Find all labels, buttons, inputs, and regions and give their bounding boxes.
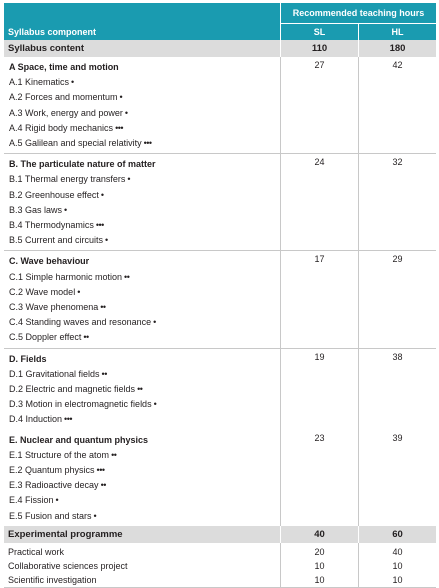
subtopic-label: A.2 Forces and momentum [9,92,118,103]
experimental-programme-hl: 60 [358,526,436,543]
level-dots: ••• [143,138,152,149]
level-dots: • [119,92,123,103]
subtopic-item [9,509,280,524]
experimental-item-hl: 40 [358,543,436,559]
syllabus-component-header: Syllabus component [4,23,280,40]
subtopic-label: A.4 Rigid body mechanics [9,122,114,133]
level-dots: • [124,107,128,118]
level-dots: • [153,399,157,410]
level-dots: • [77,286,80,297]
subtopic-item [9,315,280,330]
sl-header: SL [280,23,358,40]
experimental-programme-row [4,526,436,543]
subtopic-item [9,285,280,300]
syllabus-content-hl: 180 [358,40,436,57]
hl-header: HL [358,23,436,40]
level-dots: • [55,495,59,506]
subtopic-label: B.5 Current and circuits [9,235,104,246]
subtopic-label: C.1 Simple harmonic motion [9,271,123,282]
subtopic-item [9,493,280,508]
subtopic-label: A.5 Galilean and special relativity [9,138,142,149]
level-dots: • [64,204,67,215]
topic-hl-hours: 39 [358,430,436,526]
level-dots: •• [101,368,107,379]
subtopic-item [9,121,280,136]
subtopic-label: C.2 Wave model [9,286,76,297]
syllabus-content-sl: 110 [280,40,358,57]
subtopic-item [9,188,280,203]
topic-hl-hours: 29 [358,250,436,347]
topic-cell [4,153,280,250]
experimental-item-label: Practical work [8,546,65,557]
level-dots: • [100,189,104,200]
subtopic-item [9,448,280,463]
subtopic-label: E.4 Fission [9,495,54,506]
topic-cell [4,250,280,347]
experimental-item-label: Scientific investigation [4,573,280,588]
subtopic-item [9,172,280,187]
subtopic-label: B.3 Gas laws [9,204,63,215]
header-spacer [4,3,280,23]
topic-sl-hours: 17 [280,250,358,347]
level-dots: ••• [96,465,105,476]
level-dots: •• [111,449,117,460]
experimental-item-hl: 10 [358,559,436,573]
experimental-item-hl: 10 [358,573,436,588]
topic-row-b [4,153,436,250]
experimental-item-row [4,559,436,573]
subtopic-label: C.4 Standing waves and resonance [9,317,152,328]
topic-sl-hours: 23 [280,430,358,526]
level-dots: •• [100,302,106,313]
level-dots: ••• [115,122,124,133]
subtopic-item [9,412,280,427]
topic-title: D. Fields [9,353,47,364]
topic-cell [4,57,280,153]
level-dots: ••• [64,414,72,425]
topic-hl-hours: 42 [358,57,436,153]
header-row-top [4,3,436,23]
topic-title: E. Nuclear and quantum physics [9,434,149,445]
subtopic-item [9,136,280,151]
syllabus-hours-table [4,3,436,588]
subtopic-label: A.1 Kinematics [9,77,70,88]
header-row-bottom [4,23,436,40]
topic-title: B. The particulate nature of matter [9,159,156,170]
level-dots: •• [137,384,143,395]
subtopic-label: A.3 Work, energy and power [9,107,123,118]
topic-hl-hours: 32 [358,153,436,250]
level-dots: ••• [95,220,104,231]
experimental-item-label: Collaborative sciences project [8,560,128,571]
level-dots: • [105,235,108,246]
topic-row-e [4,430,436,526]
subtopic-label: C.5 Doppler effect [9,332,82,343]
subtopic-label: B.1 Thermal energy transfers [9,174,126,185]
subtopic-label: E.2 Quantum physics [9,465,95,476]
level-dots: •• [124,271,130,282]
subtopic-label: B.4 Thermodynamics [9,220,94,231]
subtopic-item [9,75,280,90]
syllabus-content-label: Syllabus content [4,40,280,57]
subtopic-label: D.2 Electric and magnetic fields [9,384,136,395]
recommended-hours-header: Recommended teaching hours [280,3,436,23]
subtopic-label: E.3 Radioactive decay [9,480,99,491]
experimental-item-row [4,543,436,559]
topic-row-c [4,250,436,347]
subtopic-label: E.5 Fusion and stars [9,510,92,521]
experimental-programme-sl: 40 [280,526,358,543]
subtopic-item [9,397,280,412]
level-dots: • [93,510,97,521]
syllabus-table-container [4,3,436,588]
subtopic-item [9,478,280,493]
subtopic-label: B.2 Greenhouse effect [9,189,99,200]
topic-hl-hours: 38 [358,348,436,430]
experimental-item-row [4,573,436,588]
level-dots: • [71,77,74,88]
level-dots: •• [83,332,89,343]
subtopic-item [9,382,280,397]
experimental-item-sl: 10 [280,559,358,573]
subtopic-label: D.4 Induction [9,414,63,425]
experimental-programme-label: Experimental programme [4,526,280,543]
subtopic-item [9,203,280,218]
topic-row-d [4,348,436,430]
subtopic-item [9,90,280,105]
syllabus-content-row [4,40,436,57]
level-dots: •• [100,480,106,491]
topic-title: C. Wave behaviour [9,256,90,267]
level-dots: • [127,174,131,185]
subtopic-item [9,270,280,285]
topic-sl-hours: 19 [280,348,358,430]
subtopic-label: C.3 Wave phenomena [9,302,99,313]
subtopic-item [9,330,280,345]
topic-row-a [4,57,436,153]
topic-sl-hours: 24 [280,153,358,250]
subtopic-item [9,300,280,315]
subtopic-item [9,106,280,121]
subtopic-label: E.1 Structure of the atom [9,449,110,460]
topic-cell [4,348,280,430]
topic-title: A Space, time and motion [9,62,119,72]
subtopic-item [9,367,280,382]
subtopic-label: D.3 Motion in electromagnetic fields [9,399,152,410]
experimental-item-sl: 20 [280,543,358,559]
subtopic-item [9,233,280,248]
subtopic-item [9,218,280,233]
topic-cell [4,430,280,526]
level-dots: • [153,317,156,328]
topic-sl-hours: 27 [280,57,358,153]
experimental-item-sl: 10 [280,573,358,588]
subtopic-label: D.1 Gravitational fields [9,368,100,379]
subtopic-item [9,463,280,478]
